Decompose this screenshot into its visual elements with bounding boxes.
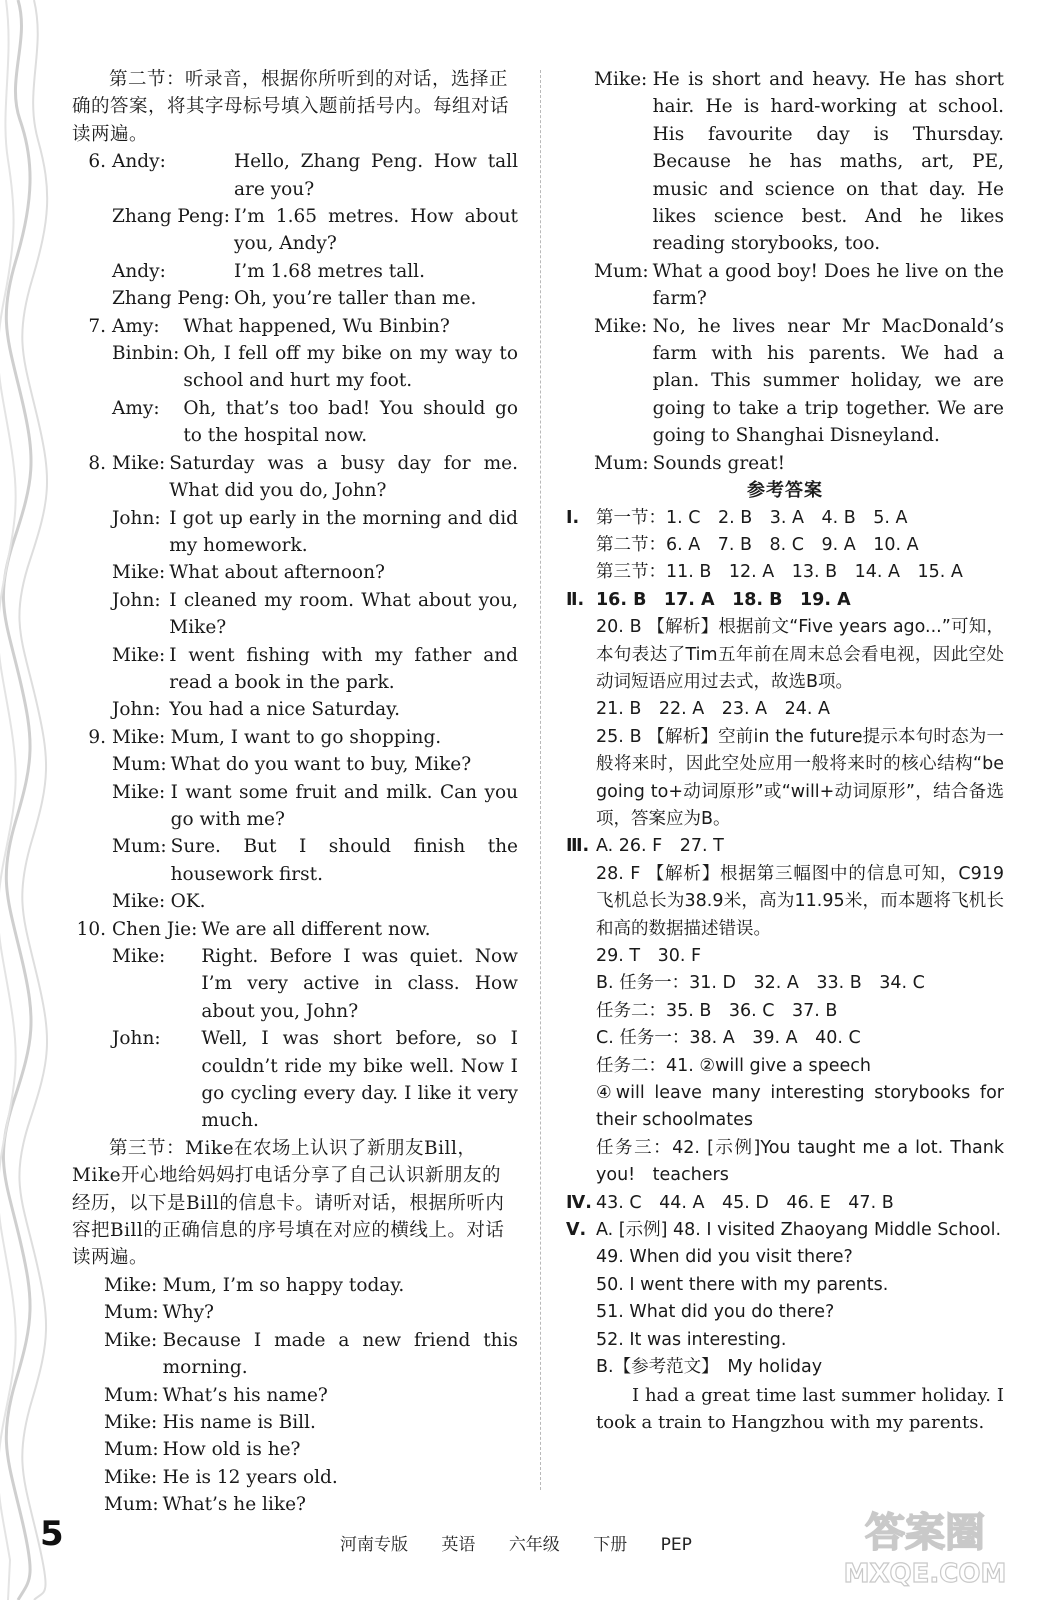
footer-info xyxy=(340,1530,710,1555)
speaker-label: John: xyxy=(112,507,161,529)
speaker-label: Mike: xyxy=(112,562,166,584)
answer-row-III-1: Ⅲ. A. 26. F 27. T xyxy=(566,833,1004,860)
dialog-text: What’s he like? xyxy=(162,1494,306,1516)
dialog-text: Sounds great! xyxy=(652,452,786,474)
speaker-label: Mum: xyxy=(104,1494,159,1516)
speaker-label: Mum: xyxy=(594,452,649,474)
speaker-label: Mike: xyxy=(112,452,166,474)
speaker-label: Mike: xyxy=(112,946,166,967)
dialog-item xyxy=(72,148,518,312)
dialog-lines xyxy=(112,148,518,312)
dialog-text: Mum, I want to go shopping. xyxy=(170,726,442,748)
speaker-label: Mum: xyxy=(104,1302,159,1324)
section3-instructions: 第三节：Mike在农场上认识了新朋友Bill，Mike开心地给妈妈打电话分享了自己认识新朋友的经历，以下是Bill的信息卡。请听对话，根据所听内容把Bill的正确信息的序号填在对应的横线上。对话读两遍。 xyxy=(72,1137,505,1269)
dialog-text: Oh, you’re taller than me. xyxy=(234,288,477,310)
dialog-text: I cleaned my room. What about you, Mike? xyxy=(169,589,518,639)
speaker-label: Andy: xyxy=(112,151,166,173)
answer-row-III-6: 任务二：41. ②will give a speech xyxy=(596,1055,871,1076)
footer-edition: 河南专版 xyxy=(340,1535,408,1555)
dialog-text: Well, I was short before, so I couldn’t ride my bike well. Now I go cycling every day. I like it very much. xyxy=(201,1028,518,1132)
speaker-label: Mum: xyxy=(104,1384,159,1406)
speaker-label: Binbin: xyxy=(112,343,180,365)
answer-row-V-2: 49. When did you visit there? xyxy=(596,1247,853,1268)
answer-row-II-1: Ⅱ. 16. B 17. A 18. B 19. A xyxy=(566,587,1004,614)
answer-row-III-2: 29. T 30. F xyxy=(596,946,702,966)
right-column xyxy=(566,66,1004,1436)
dialog-text: He is 12 years old. xyxy=(162,1466,338,1488)
section3-dialog-continued xyxy=(566,66,1004,477)
dialog-text: His name is Bill. xyxy=(162,1411,316,1433)
answer-row-III-7: ④will leave many interesting storybooks for their schoolmates xyxy=(596,1083,1004,1131)
dialog-text: Oh, that’s too bad! You should go to the hospital now. xyxy=(183,397,518,447)
dialog-text: What happened, Wu Binbin? xyxy=(183,315,450,337)
speaker-label: Zhang Peng: xyxy=(112,288,230,310)
dialog-lines xyxy=(112,724,518,916)
section3-dialog xyxy=(72,1272,518,1519)
dialog-text: Right. Before I was quiet. Now I’m very active in class. How about you, John? xyxy=(201,946,518,1022)
dialog-item xyxy=(72,916,518,1135)
speaker-label: Chen Jie: xyxy=(112,918,198,940)
dialog-text: I went fishing with my father and read a book in the park. xyxy=(169,644,518,693)
dialog-text: OK. xyxy=(170,891,206,913)
speaker-label: Mum: xyxy=(594,260,649,282)
question-number: 9. xyxy=(88,726,106,748)
dialog-text: You had a nice Saturday. xyxy=(169,699,401,721)
speaker-label: Mum: xyxy=(112,836,167,858)
speaker-label: John: xyxy=(112,1028,161,1050)
speaker-label: Mum: xyxy=(104,1439,159,1461)
speaker-label: John: xyxy=(112,699,161,721)
sample-essay: I had a great time last summer holiday. I took a train to Hangzhou with my parents. xyxy=(596,1384,1004,1433)
answer-row-II-2: 21. B 22. A 23. A 24. A xyxy=(596,699,830,720)
dialog-text: We are all different now. xyxy=(201,918,431,940)
watermark-line2: MXQE.COM xyxy=(843,1559,1007,1589)
roman-IV: Ⅳ. xyxy=(566,1192,592,1213)
speaker-label: Amy: xyxy=(112,315,160,337)
dialog-text: I got up early in the morning and did my homework. xyxy=(169,507,518,556)
answer-row-III-4: 任务二：35. B 36. C 37. B xyxy=(596,1000,838,1021)
dialog-text: No, he lives near Mr MacDonald’s farm with his parents. We had a plan. This summer holiday, we are going to take a trip together. We are going to Shanghai Disneyland. xyxy=(652,315,1004,447)
speaker-label: Mike: xyxy=(112,781,166,803)
watermark-logo xyxy=(820,1500,1030,1590)
speaker-label: Mike: xyxy=(104,1411,158,1433)
answer-key xyxy=(566,505,1004,1437)
dialog-text: Because I made a new friend this morning. xyxy=(162,1329,518,1379)
answers-title: 参考答案 xyxy=(747,480,823,502)
answer-row-III-3: B. 任务一：31. D 32. A 33. B 34. C xyxy=(596,973,925,994)
dialog-text: Saturday was a busy day for me. What did you do, John? xyxy=(169,452,518,502)
answer-25-explanation: 25. B 【解析】空前in the future提示本句时态为一般将来时，因此空处应用一般将来时的核心结构“be going to+动词原形”或“will+动词原形”，结合备选项，答案应为B。 xyxy=(596,726,1004,829)
dialog-list xyxy=(72,148,518,1135)
speaker-label: Mum: xyxy=(112,754,167,776)
roman-I: Ⅰ. xyxy=(566,507,580,528)
left-column xyxy=(72,66,518,1519)
speaker-label: Zhang Peng: xyxy=(112,206,230,228)
speaker-label: Mike: xyxy=(104,1466,158,1488)
dialog-text: What’s his name? xyxy=(162,1384,328,1406)
dialog-text: I’m 1.65 metres. How about you, Andy? xyxy=(234,206,518,255)
answer-row-III-5: C. 任务一：38. A 39. A 40. C xyxy=(596,1028,861,1049)
dialog-text: Sure. But I should finish the housework first. xyxy=(170,836,518,885)
speaker-label: Mike: xyxy=(112,726,166,748)
footer-subject: 英语 xyxy=(441,1535,476,1555)
answer-row-V-B: B.【参考范文】 My holiday xyxy=(596,1357,823,1378)
dialog-text: What about afternoon? xyxy=(169,562,385,584)
dialog-text: I’m 1.68 metres tall. xyxy=(234,260,425,282)
dialog-lines xyxy=(112,916,518,1135)
dialog-item xyxy=(72,724,518,916)
answer-20-explanation: 20. B 【解析】根据前文“Five years ago...”可知，本句表达了Tim五年前在周末总会看电视，因此空处动词短语应用过去式，故选B项。 xyxy=(596,617,1004,692)
speaker-label: Mike: xyxy=(112,644,166,666)
dialog-text: He is short and heavy. He has short hair. He is hard-working at school. His favourite day is Thursday. Because he has maths, art, PE, music and science on that day. He likes science best. And he likes reading storybooks, too. xyxy=(652,69,1004,255)
dialog-text: What do you want to buy, Mike? xyxy=(170,754,472,776)
dialog-text: How old is he? xyxy=(162,1439,301,1461)
page-number: 5 xyxy=(40,1514,64,1554)
footer-grade: 六年级 xyxy=(508,1535,560,1555)
dialog-item xyxy=(72,450,518,724)
answer-row-V-4: 51. What did you do there? xyxy=(596,1302,835,1323)
question-number: 7. xyxy=(88,315,106,337)
watermark-line1: 答案圈 xyxy=(865,1510,985,1556)
speaker-label: Mike: xyxy=(104,1274,158,1296)
speaker-label: Amy: xyxy=(112,397,160,419)
question-number: 6. xyxy=(88,151,106,173)
roman-II: Ⅱ. xyxy=(566,589,585,610)
speaker-label: John: xyxy=(112,589,161,611)
answer-row-IV: Ⅳ. 43. C 44. A 45. D 46. E 47. B xyxy=(566,1190,1004,1217)
speaker-label: Andy: xyxy=(112,260,166,282)
speaker-label: Mike: xyxy=(594,69,648,90)
answer-28-explanation: 28. F 【解析】根据第三幅图中的信息可知，C919飞机总长为38.9米，高为11.95米，而本题将飞机长和高的数据描述错误。 xyxy=(596,863,1004,939)
decorative-border xyxy=(0,0,60,1600)
question-number: 8. xyxy=(88,452,106,474)
dialog-text: Hello, Zhang Peng. How tall are you? xyxy=(234,151,518,200)
column-divider xyxy=(540,70,541,1490)
dialog-item xyxy=(72,313,518,450)
answer-row-III-8: 任务三：42. [示例]You taught me a lot. Thank you! teachers xyxy=(596,1137,1004,1186)
answer-row-V-1: Ⅴ. A. [示例] 48. I visited Zhaoyang Middle School. xyxy=(566,1217,1004,1244)
speaker-label: Mike: xyxy=(112,891,166,913)
dialog-text: Why? xyxy=(162,1302,214,1324)
answer-row-I-3: 第三节：11. B 12. A 13. B 14. A 15. A xyxy=(596,562,963,583)
roman-III: Ⅲ. xyxy=(566,836,590,857)
footer-publisher: PEP xyxy=(660,1535,692,1555)
footer-term: 下册 xyxy=(593,1535,628,1555)
answer-row-I-1: Ⅰ. 第一节：1. C 2. B 3. A 4. B 5. A xyxy=(566,505,1004,532)
answer-row-I-2: 第二节：6. A 7. B 8. C 9. A 10. A xyxy=(596,534,919,555)
answer-row-V-5: 52. It was interesting. xyxy=(596,1329,787,1350)
roman-V: Ⅴ. xyxy=(566,1220,587,1241)
speaker-label: Mike: xyxy=(104,1329,158,1351)
dialog-text: I want some fruit and milk. Can you go with me? xyxy=(170,781,518,830)
speaker-label: Mike: xyxy=(594,315,648,337)
dialog-text: What a good boy! Does he live on the farm? xyxy=(652,260,1004,310)
dialog-lines xyxy=(112,313,518,450)
dialog-text: Oh, I fell off my bike on my way to school and hurt my foot. xyxy=(183,343,518,392)
dialog-lines xyxy=(112,450,518,724)
dialog-text: Mum, I’m so happy today. xyxy=(162,1274,405,1296)
answer-row-V-3: 50. I went there with my parents. xyxy=(596,1274,889,1295)
section2-instructions: 第二节：听录音，根据你所听到的对话，选择正确的答案，将其字母标号填入题前括号内。每组对话读两遍。 xyxy=(72,69,510,145)
question-number: 10. xyxy=(76,918,106,940)
